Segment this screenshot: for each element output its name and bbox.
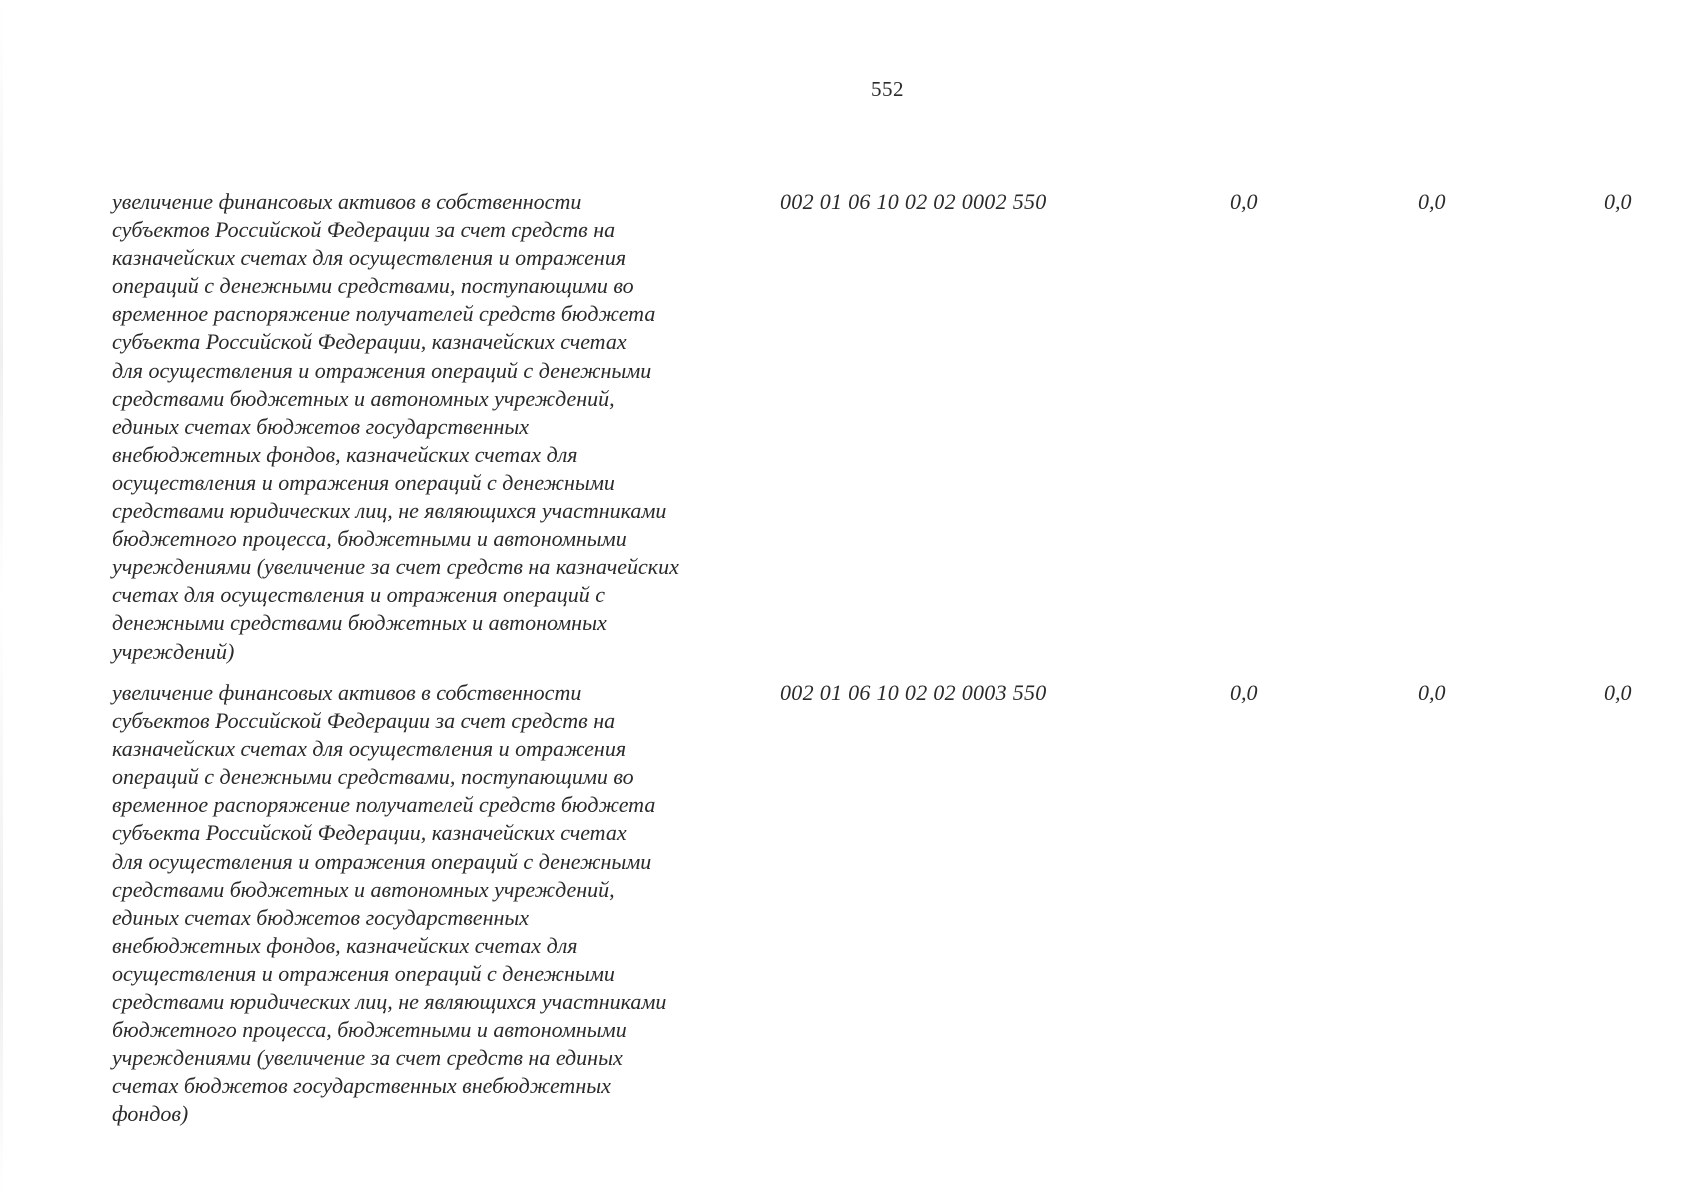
row-value-1: 0,0 — [1230, 189, 1258, 214]
row-description: увеличение финансовых активов в собственности субъектов Российской Федерации за счет средств на казначейских счетах для осуществления и отражения операций с денежными средствами, поступающими во временное распоряжение получателей средств бюджета субъекта Российской Федерации, казначейских счетах для осуществления и отражения операций с денежными средствами бюджетных и автономных учреждений, единых счетах бюджетов государственных внебюджетных фондов, казначейских счетах для осуществления и отражения операций с денежными средствами юридических лиц, не являющихся участниками бюджетного процесса, бюджетными и автономными учреждениями (увеличение за счет средств на единых счетах бюджетов государственных внебюджетных фондов) — [112, 680, 667, 1127]
row-value-2: 0,0 — [1418, 680, 1446, 705]
row-description: увеличение финансовых активов в собственности субъектов Российской Федерации за счет средств на казначейских счетах для осуществления и отражения операций с денежными средствами, поступающими во временное распоряжение получателей средств бюджета субъекта Российской Федерации, казначейских счетах для осуществления и отражения операций с денежными средствами бюджетных и автономных учреждений, единых счетах бюджетов государственных внебюджетных фондов, казначейских счетах для осуществления и отражения операций с денежными средствами юридических лиц, не являющихся участниками бюджетного процесса, бюджетными и автономными учреждениями (увеличение за счет средств на казначейских счетах для осуществления и отражения операций с денежными средствами бюджетных и автономных учреждений) — [112, 189, 679, 664]
row-value-1: 0,0 — [1230, 680, 1258, 705]
row-value-3: 0,0 — [1604, 680, 1632, 705]
row-code: 002 01 06 10 02 02 0002 550 — [780, 189, 1047, 214]
page-number: 552 — [871, 77, 904, 101]
row-code: 002 01 06 10 02 02 0003 550 — [780, 680, 1047, 705]
row-value-2: 0,0 — [1418, 189, 1446, 214]
row-value-3: 0,0 — [1604, 189, 1632, 214]
scan-edge — [0, 0, 3, 1200]
